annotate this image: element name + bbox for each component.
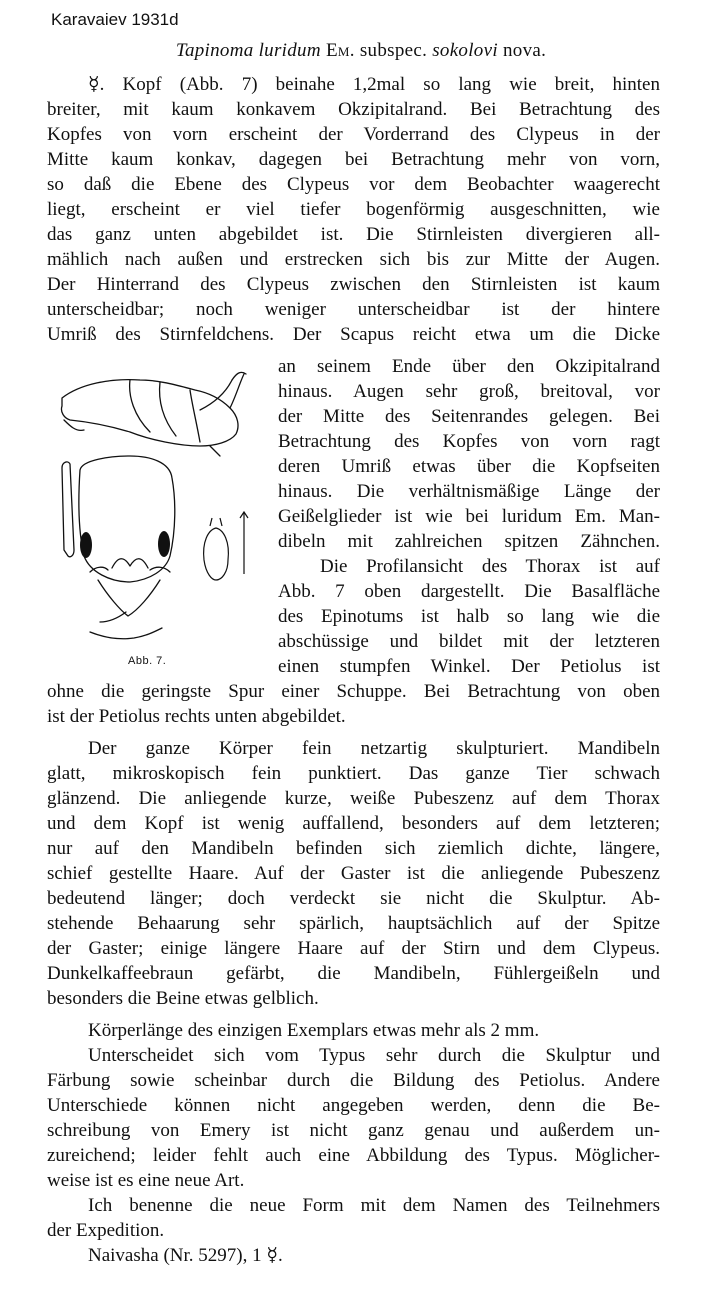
ant-figure-illustration <box>50 360 265 675</box>
text-line: liegt, erscheint er viel tiefer bogenförmig ausgeschnitten, wie <box>47 199 660 220</box>
text-line: der Expedition. <box>47 1220 165 1241</box>
text-line: Umriß des Stirnfeldchens. Der Scapus reicht etwa um die Dicke <box>47 324 660 345</box>
text-line: ist der Petiolus rechts unten abgebildet. <box>47 706 346 727</box>
text-line: Geißelglieder ist wie bei luridum Em. Man- <box>278 506 660 527</box>
text-line: Ich benenne die neue Form mit dem Namen des Teilnehmers <box>88 1195 660 1216</box>
text-line: Die Profilansicht des Thorax ist auf <box>320 556 660 577</box>
text-line: stehende Behaarung sehr spärlich, hauptsächlich auf der Spitze <box>47 913 660 934</box>
text-line: Unterscheidet sich vom Typus sehr durch die Skulptur und <box>88 1045 660 1066</box>
head-front-outline <box>79 456 175 582</box>
text-line: das ganz unten abgebildet ist. Die Stirnleisten divergieren all- <box>47 224 660 245</box>
text-line: weise ist es eine neue Art. <box>47 1170 245 1191</box>
figure-caption: Abb. 7. <box>128 655 167 667</box>
text-line: ☿. Kopf (Abb. 7) beinahe 1,2mal so lang wie breit, hinten <box>88 74 660 95</box>
text-line: breiter, mit kaum konkavem Okzipitalrand. Bei Betrachtung des <box>47 99 660 120</box>
text-line: glatt, mikroskopisch fein punktiert. Das ganze Tier schwach <box>47 763 660 784</box>
thorax-profile-outline <box>61 380 238 446</box>
text-line: und dem Kopf ist wenig auffallend, besonders auf dem letzteren; <box>47 813 660 834</box>
text-line: schreibung von Emery ist nicht ganz genau und außerdem un- <box>47 1120 660 1141</box>
text-line: mählich nach außen und erstrecken sich bis zur Mitte der Augen. <box>47 249 660 270</box>
text-line: deren Umriß etwas über die Kopfseiten <box>278 456 660 477</box>
text-line: hinaus. Die verhältnismäßige Länge der <box>278 481 660 502</box>
title-genus: Tapinoma luridum <box>175 40 321 61</box>
text-line: an seinem Ende über den Okzipitalrand <box>278 356 660 377</box>
text-line: Mitte kaum konkav, dagegen bei Betrachtung mehr von vorn, <box>47 149 660 170</box>
species-title <box>0 40 704 62</box>
text-line: bedeutend länger; doch verdeckt sie nicht die Skulptur. Ab- <box>47 888 660 909</box>
text-line: Betrachtung des Kopfes von vorn ragt <box>278 431 660 452</box>
right-eye <box>158 531 170 557</box>
text-line: Körperlänge des einzigen Exemplars etwas mehr als 2 mm. <box>88 1020 540 1041</box>
text-line: Unterschiede können nicht angegeben werden, denn die Be- <box>47 1095 660 1116</box>
text-line: Naivasha (Nr. 5297), 1 ☿. <box>88 1245 283 1266</box>
text-line: nur auf den Mandibeln befinden sich ziemlich dichte, längere, <box>47 838 660 859</box>
text-line: unterscheidbar; noch weniger unterscheidbar ist der hintere <box>47 299 660 320</box>
left-eye <box>80 532 92 558</box>
text-line: ohne die geringste Spur einer Schuppe. Bei Betrachtung von oben <box>47 681 660 702</box>
text-line: einen stumpfen Winkel. Der Petiolus ist <box>278 656 660 677</box>
text-line: abschüssige und bildet mit der letzteren <box>278 631 660 652</box>
text-line: Der ganze Körper fein netzartig skulpturiert. Mandibeln <box>88 738 660 759</box>
text-line: Der Hinterrand des Clypeus zwischen den Stirnleisten ist kaum <box>47 274 660 295</box>
text-line: der Gaster; einige längere Haare auf der Stirn und dem Clypeus. <box>47 938 660 959</box>
text-line: Abb. 7 oben dargestellt. Die Basalfläche <box>278 581 660 602</box>
text-line: der Mitte des Seitenrandes gelegen. Bei <box>278 406 660 427</box>
text-line: zureichend; leider fehlt auch eine Abbildung des Typus. Möglicher- <box>47 1145 660 1166</box>
document-label: Karavaiev 1931d <box>51 10 179 29</box>
title-status: nova. <box>502 40 547 61</box>
text-line: des Epinotums ist halb so lang wie die <box>278 606 660 627</box>
text-line: hinaus. Augen sehr groß, breitoval, vor <box>278 381 660 402</box>
petiolus-outline <box>204 528 229 580</box>
text-line: glänzend. Die anliegende kurze, weiße Pubeszenz auf dem Thorax <box>47 788 660 809</box>
text-line: Dunkelkaffeebraun gefärbt, die Mandibeln, Fühlergeißeln und <box>47 963 660 984</box>
text-line: schief gestellte Haare. Auf der Gaster ist die anliegende Pubeszenz <box>47 863 660 884</box>
title-author: Em. <box>325 40 355 61</box>
text-line: Kopfes von vorn erscheint der Vorderrand des Clypeus in der <box>47 124 660 145</box>
text-line: besonders die Beine etwas gelblich. <box>47 988 319 1009</box>
title-rank: subspec. <box>359 40 428 61</box>
title-epithet: sokolovi <box>432 40 498 61</box>
text-line: Färbung sowie scheinbar durch die Bildung des Petiolus. Andere <box>47 1070 660 1091</box>
text-line: so daß die Ebene des Clypeus vor dem Beobachter waagerecht <box>47 174 660 195</box>
text-line: dibeln mit zahlreichen spitzen Zähnchen. <box>278 531 660 552</box>
